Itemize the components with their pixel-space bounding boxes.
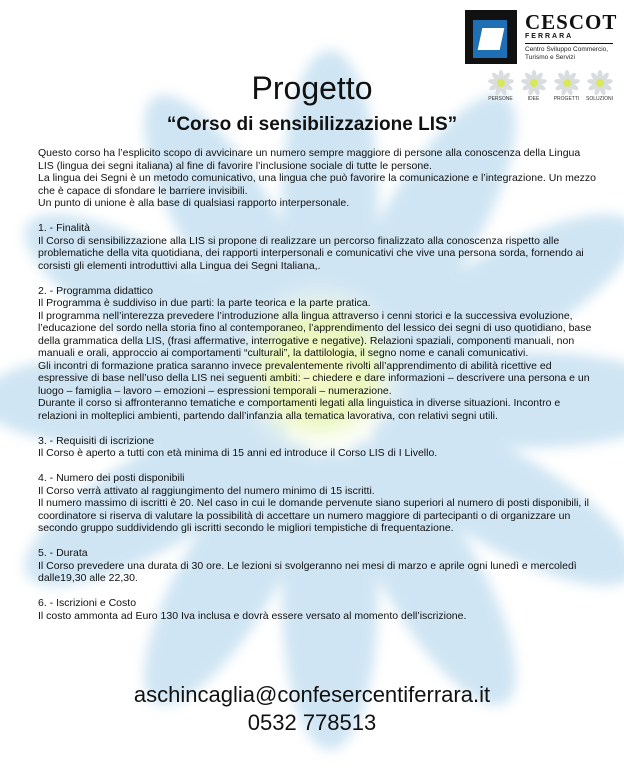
section-paragraph: Il Corso di sensibilizzazione alla LIS si propone di realizzare un percorso finalizzato alla conoscenza rispetto alle problematiche della vita quotidiana, dei rapporti interpersonali e comunicativi che vive una persona sorda, fornendo ai corsisti gli elementi introduttivi alla Lingua dei Segni Italiana,.: [38, 234, 584, 272]
intro-paragraph: Questo corso ha l’esplicito scopo di avvicinare un numero sempre maggiore di persone alla conoscenza della Lingua LIS (lingua dei segni italiana) al fine di favorire l’inclusione sociale di tutte le persone.: [38, 147, 581, 172]
section-paragraph: Il Corso prevedere una durata di 30 ore. Le lezioni si svolgeranno nei mesi di marzo e aprile ogni lunedì e mercoledì dalle19,30 alle 22,30.: [38, 559, 577, 584]
section-heading: 3. - Requisiti di iscrizione: [38, 434, 155, 447]
flower-label: PROGETTI: [553, 96, 580, 102]
cescot-logo: [465, 10, 618, 70]
section-heading: 2. - Programma didattico: [38, 284, 153, 297]
section-paragraph: Il numero massimo di iscritti è 20. Nel caso in cui le domande pervenute siano superiori al numero di posti disponibili, il coordinatore si riserva di valutare la possibilità di accettare un numero maggiore di partecipanti o di organizzare un secondo gruppo suddividendo gli iscritti secondo le migliori tempistiche di frequentazione.: [38, 497, 589, 534]
section-paragraph: Il Programma è suddiviso in due parti: la parte teorica e la parte pratica.: [38, 297, 371, 309]
cescot-logo-mark: [465, 10, 517, 64]
document-body: [38, 147, 598, 622]
logo-city: FERRARA: [525, 33, 574, 40]
section-paragraph: Il Corso è aperto a tutti con età minima di 15 anni ed introduce il Corso LIS di I Livello.: [38, 447, 438, 459]
section-paragraph: Gli incontri di formazione pratica saranno invece prevalentemente rivolti all’apprendimento di abilità ricettive ed espressive di base nell’uso della LIS nei seguenti ambiti: – chiedere e dare informazioni – descrivere una persona e un luogo – famiglia – lavoro – emozioni – espressioni temporali – numerazione.: [38, 359, 590, 397]
page-subtitle: “Corso di sensibilizzazione LIS”: [166, 114, 458, 135]
section-paragraph: Durante il corso si affronteranno tematiche e comportamenti legati alla linguistica in diverse situazioni. Incontro e relazioni in molteplici ambienti, partendo dall’infanzia alla tematica lavorativa, con relativi segni utili.: [38, 397, 561, 422]
section-paragraph: Il programma nell’interezza prevedere l’introduzione alla lingua attraverso i cenni storici e la successiva evoluzione, l’educazione del sordo nella storia fino al contemporaneo, l’apprendimento del lessico dei segni di uso quotidiano, base della grammatica della LIS, (frasi affermative, interrogative e negative). Relazioni spaziali, componenti manuali, non manuali e orali, approccio ai comportamenti “culturali”, la dattilologia, il segno nome e canali comunicativi.: [38, 309, 592, 359]
intro-paragraph: Un punto di unione è alla base di qualsiasi rapporto interpersonale.: [38, 197, 350, 209]
logo-description: Centro Sviluppo Commercio, Turismo e Servizi: [525, 46, 609, 61]
contact-phone[interactable]: 0532 778513: [247, 710, 377, 735]
flower-label: SOLUZIONI: [586, 96, 613, 102]
section-heading: 1. - Finalità: [38, 222, 90, 234]
flower-label: IDEE: [527, 96, 540, 102]
section-heading: 4. - Numero dei posti disponibili: [38, 472, 185, 484]
page-title: Progetto: [251, 70, 373, 106]
flower-label: PERSONE: [488, 96, 513, 102]
logo-name: CESCOT: [525, 10, 618, 34]
section-paragraph: Il costo ammonta ad Euro 130 Iva inclusa e dovrà essere versato al momento dell’iscrizione.: [38, 609, 467, 622]
section-heading: 5. - Durata: [38, 547, 88, 559]
section-heading: 6. - Iscrizioni e Costo: [38, 597, 137, 609]
section-paragraph: Il Corso verrà attivato al raggiungimento del numero minimo di 15 iscritti.: [38, 484, 375, 497]
intro-paragraph: La lingua dei Segni è un metodo comunicativo, una lingua che può favorire la comunicazione e l’integrazione. Un mezzo che è capace di sfondare le barriere invisibili.: [38, 172, 597, 197]
contact-email[interactable]: aschincaglia@confesercentiferrara.it: [133, 682, 491, 707]
